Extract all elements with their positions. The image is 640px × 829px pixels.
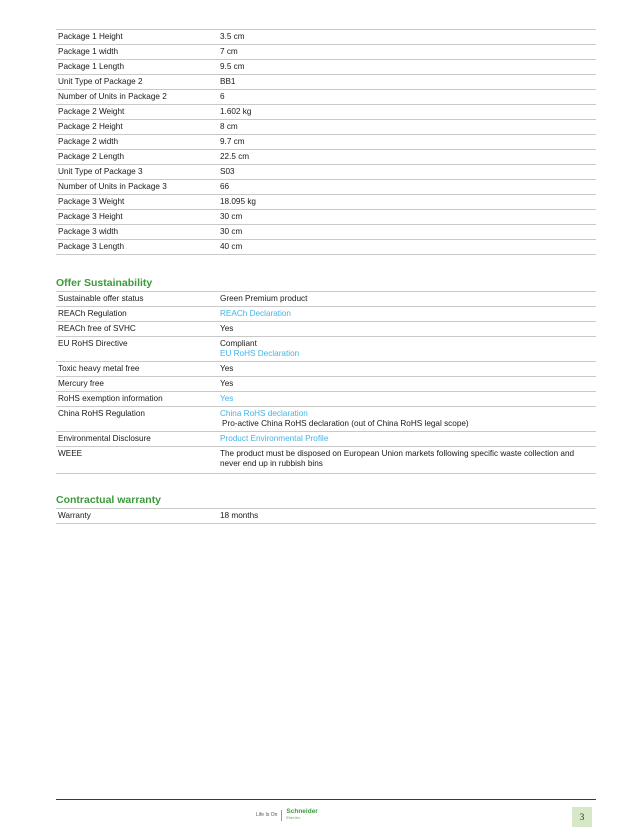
- row-label: Package 1 Height: [56, 30, 218, 45]
- row-label: Number of Units in Package 2: [56, 90, 218, 105]
- row-label: Package 3 Weight: [56, 195, 218, 210]
- row-label: Environmental Disclosure: [56, 432, 218, 447]
- table-row: [56, 377, 596, 392]
- row-label: REACh free of SVHC: [56, 322, 218, 337]
- row-label: Unit Type of Package 2: [56, 75, 218, 90]
- page-number: 3: [572, 807, 592, 827]
- row-label: Package 2 Length: [56, 150, 218, 165]
- brand-sub: Electric: [286, 816, 301, 820]
- table-row: [56, 407, 596, 432]
- warranty-table: [56, 509, 596, 524]
- brand-divider: [281, 810, 282, 821]
- row-value: 1.602 kg: [218, 105, 596, 120]
- table-row: [56, 90, 596, 105]
- row-label: Sustainable offer status: [56, 292, 218, 307]
- row-value: 3.5 cm: [218, 30, 596, 45]
- table-row: [56, 362, 596, 377]
- table-row: [56, 240, 596, 255]
- table-row: [56, 120, 596, 135]
- china-rohs-note: Pro-active China RoHS declaration (out of China RoHS legal scope): [222, 419, 469, 428]
- row-label: Package 3 width: [56, 225, 218, 240]
- row-value: Yes: [218, 377, 596, 392]
- row-label: Number of Units in Package 3: [56, 180, 218, 195]
- row-label: Package 2 width: [56, 135, 218, 150]
- row-label: EU RoHS Directive: [56, 337, 218, 362]
- table-row: [56, 432, 596, 447]
- row-value: Yes: [218, 322, 596, 337]
- china-rohs-declaration-link[interactable]: China RoHS declaration: [220, 409, 308, 418]
- row-value: 30 cm: [218, 210, 596, 225]
- row-value: S03: [218, 165, 596, 180]
- row-label: Package 1 width: [56, 45, 218, 60]
- row-label: Package 3 Length: [56, 240, 218, 255]
- row-value: 22.5 cm: [218, 150, 596, 165]
- table-row: [56, 105, 596, 120]
- row-label: RoHS exemption information: [56, 392, 218, 407]
- row-value: BB1: [218, 75, 596, 90]
- row-value: Green Premium product: [218, 292, 596, 307]
- table-row: [56, 60, 596, 75]
- brand-logo: [256, 808, 318, 822]
- table-row: [56, 195, 596, 210]
- reach-declaration-link[interactable]: REACh Declaration: [220, 309, 291, 318]
- row-label: Package 2 Weight: [56, 105, 218, 120]
- row-value: Compliant: [220, 339, 257, 348]
- table-row: [56, 292, 596, 307]
- table-row: [56, 392, 596, 407]
- row-value: 8 cm: [218, 120, 596, 135]
- table-row: [56, 180, 596, 195]
- table-row: [56, 337, 596, 362]
- table-row: [56, 150, 596, 165]
- table-row: [56, 322, 596, 337]
- table-row: [56, 307, 596, 322]
- row-label: WEEE: [56, 447, 218, 474]
- row-value: 9.5 cm: [218, 60, 596, 75]
- table-row: [56, 509, 596, 524]
- schneider-logo: [286, 809, 317, 821]
- row-value: 18 months: [218, 509, 596, 524]
- row-label: Package 1 Length: [56, 60, 218, 75]
- row-label: China RoHS Regulation: [56, 407, 218, 432]
- row-label: Package 2 Height: [56, 120, 218, 135]
- product-environmental-profile-link[interactable]: Product Environmental Profile: [220, 434, 329, 443]
- row-value: 40 cm: [218, 240, 596, 255]
- row-value: Yes: [218, 362, 596, 377]
- table-row: [56, 447, 596, 474]
- table-row: [56, 225, 596, 240]
- table-row: [56, 75, 596, 90]
- contractual-warranty-title: Contractual warranty: [56, 494, 596, 509]
- row-label: Toxic heavy metal free: [56, 362, 218, 377]
- packaging-table: [56, 29, 596, 255]
- row-label: Mercury free: [56, 377, 218, 392]
- table-row: [56, 45, 596, 60]
- row-value: 6: [218, 90, 596, 105]
- row-value: 7 cm: [218, 45, 596, 60]
- brand-name: Schneider: [286, 808, 318, 815]
- rohs-exemption-link[interactable]: Yes: [220, 394, 234, 403]
- row-value: The product must be disposed on European Union markets following specific waste collection and never end up in rubbish bins: [218, 447, 596, 474]
- table-row: [56, 165, 596, 180]
- row-value: 66: [218, 180, 596, 195]
- sustainability-table: [56, 292, 596, 474]
- brand-tagline: Life Is On: [256, 812, 278, 818]
- offer-sustainability-title: Offer Sustainability: [56, 277, 596, 292]
- eu-rohs-declaration-link[interactable]: EU RoHS Declaration: [220, 349, 300, 358]
- row-label: Unit Type of Package 3: [56, 165, 218, 180]
- table-row: [56, 135, 596, 150]
- row-label: Warranty: [56, 509, 218, 524]
- row-label: REACh Regulation: [56, 307, 218, 322]
- row-label: Package 3 Height: [56, 210, 218, 225]
- row-value: 30 cm: [218, 225, 596, 240]
- row-value: 9.7 cm: [218, 135, 596, 150]
- page-footer: [56, 799, 596, 829]
- row-value: 18.095 kg: [218, 195, 596, 210]
- table-row: [56, 210, 596, 225]
- table-row: [56, 30, 596, 45]
- datasheet-content: [56, 29, 596, 524]
